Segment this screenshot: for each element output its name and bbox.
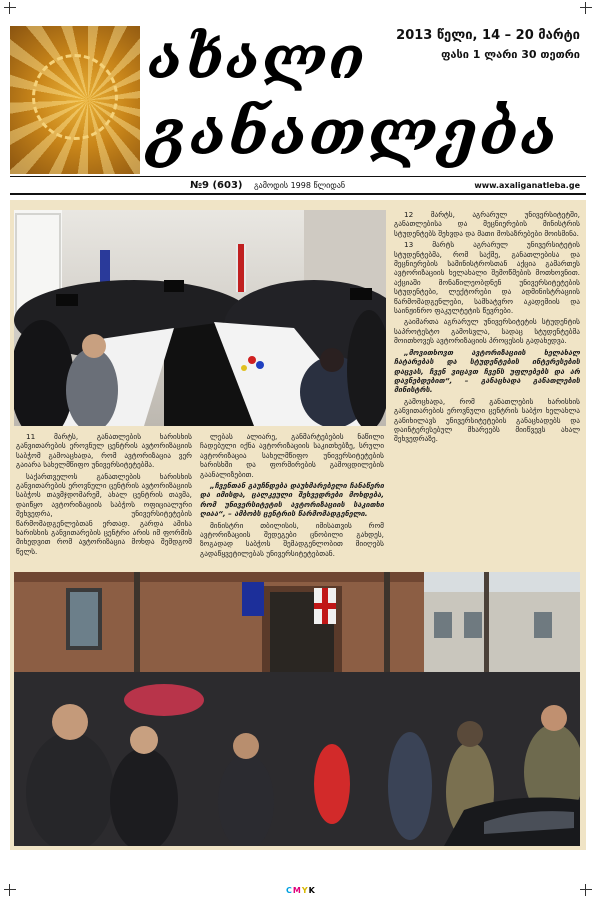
cmyk-m: M — [292, 886, 302, 895]
col1-paragraph-2: საქართველოს განათლების ხარისხის განვითარების ეროვნული ცენტრის ავტორიზაციის საბჭოს თავმჯდომარემ, ახალ ცენტრის თავმა, დაიწყო ავტორიზაციის საბჭოს ოფიციალური შეხვედრა, უნივერსიტეტების წარმომადგენლებთან ერთად. გარდა ამისა ხარისხის განვითარების ცენტრი არის იმ ფორმის მიხედვით რომ ავტორიზაცია მოხდა შემდგომ წელს. — [16, 471, 192, 556]
logo-medallion-icon — [32, 54, 118, 140]
masthead-title-line2: განათლება — [148, 96, 560, 169]
website: www.axaliganatleba.ge — [474, 181, 580, 190]
article-column-2 — [200, 432, 384, 560]
masthead-logo — [10, 26, 140, 174]
article-column-1 — [16, 432, 192, 560]
col3-quote: „მოვითხოვთ ავტორიზაციის ხელახალ ჩატარებას და სტუდენტების ინტერესების დაცვას, ჩვენ ვიცავთ ჩვენს უფლებებს და არ დავნებდებით“, – განაცხადა განათლების მინისტრს. — [394, 347, 580, 395]
col3-paragraph-1: 12 მარტს, აგრარულ უნივერსიტეტში, განათლებისა და მეცნიერების მინისტრის სტუდენტებს შეხვდა და მათი მოსაზრებები მოისმინა. — [394, 210, 580, 238]
press-conference-illustration — [14, 210, 386, 426]
cmyk-k: K — [308, 886, 316, 895]
col2-paragraph-1: ლებას ალიარე, განმარტებების ნაწილი ჩადებული იქნა ავტორიზაციის საკითხებზე, სრული ავტორიზაცია სახელმწიფო უნივერსიტეტების ხარისხში და ფორმირების გამოცდილების გაანალიზებით. — [200, 432, 384, 479]
registration-mark-top-right — [580, 2, 592, 14]
cmyk-marks — [286, 886, 316, 895]
col3-paragraph-2: 13 მარტს აგრარულ უნივერსიტეტის სტუდენტებმა, რომ საქმე, განათლებისა და მეცნიერების სამინისტროსთან აქცია გამართეს ავტორიზაციის ხელახალი შემოწმების მოთხოვნით. აქციაში მონაწილეობდნენ უნივერსიტეტების სტუდენტები, ლექტორები და ადმინისტრაციის წარმომადგენლები, სამხატვრო აკადემიის და საინჟინრო ფაკულტეტის წევრები. — [394, 240, 580, 316]
issue-price: ფასი 1 ლარი 30 თეთრი — [441, 48, 580, 61]
col3-paragraph-3: გაიმართა აგრარულ უნივერსიტეტის სტუდენტის საპროტესტო გამოსვლა, სადაც სტუდენტებმა მოითხოვეს ავტორიზაციის პროცესის გადახედვა. — [394, 317, 580, 346]
col3-paragraph-5: გამოცხადა, რომ განათლების ხარისხის განვითარების ეროვნული ცენტრის საბჭო ხელახლა განიხილავს უნივერსიტეტების განაცხადებს და დაინტერესებულ მხარეებს მიიწვევს ახალ შეხვედრაზე. — [394, 396, 580, 444]
masthead-rule — [10, 176, 586, 177]
masthead-rule-bottom — [10, 193, 586, 195]
issue-number: №9 (603) — [190, 180, 243, 191]
protest-illustration — [14, 572, 580, 846]
protest-photo — [14, 572, 580, 846]
registration-mark-top-left — [4, 2, 16, 14]
registration-mark-bottom-right — [580, 884, 592, 896]
cmyk-c: C — [286, 886, 293, 895]
issue-info — [190, 180, 345, 191]
issue-date: 2013 წელი, 14 – 20 მარტი — [396, 28, 580, 43]
registration-mark-bottom-left — [4, 884, 16, 896]
col2-quote: „ჩვენთან გაუჩნდება დაუხმარებელი ჩანაწერი და იმისდა, ცალკეული შეხვედრები მოხდება, რომ უნივერსიტეტის ავტორიზაციის საკითხი ღიაა“, – ამბობს ცენტრის წარმომადგენელი. — [200, 481, 384, 519]
cmyk-y: Y — [301, 886, 309, 895]
published-since: გამოდის 1998 წლიდან — [253, 181, 346, 190]
press-conference-photo — [14, 210, 386, 426]
masthead-title-line1: ახალი — [148, 24, 367, 92]
col2-paragraph-3: მინისტრი თბილისის, იმისათვის რომ ავტორიზაციის შედეგები ცნობილი გახდეს, ზოგადად საბჭოს შემადგენლობით მიიღებს გადაწყვეტილებას უნივერსიტეტებთან. — [200, 520, 384, 558]
article-column-3 — [394, 210, 580, 560]
col1-paragraph-1: 11 მარტს, განათლების ხარისხის განვითარების ეროვნულ ცენტრის ავტორიზაციის საბჭომ გამოაცხადა, რომ ავტორიზაცია ვერ გაიარა სახელმწიფო უნივერსიტეტებმა. — [16, 432, 192, 470]
